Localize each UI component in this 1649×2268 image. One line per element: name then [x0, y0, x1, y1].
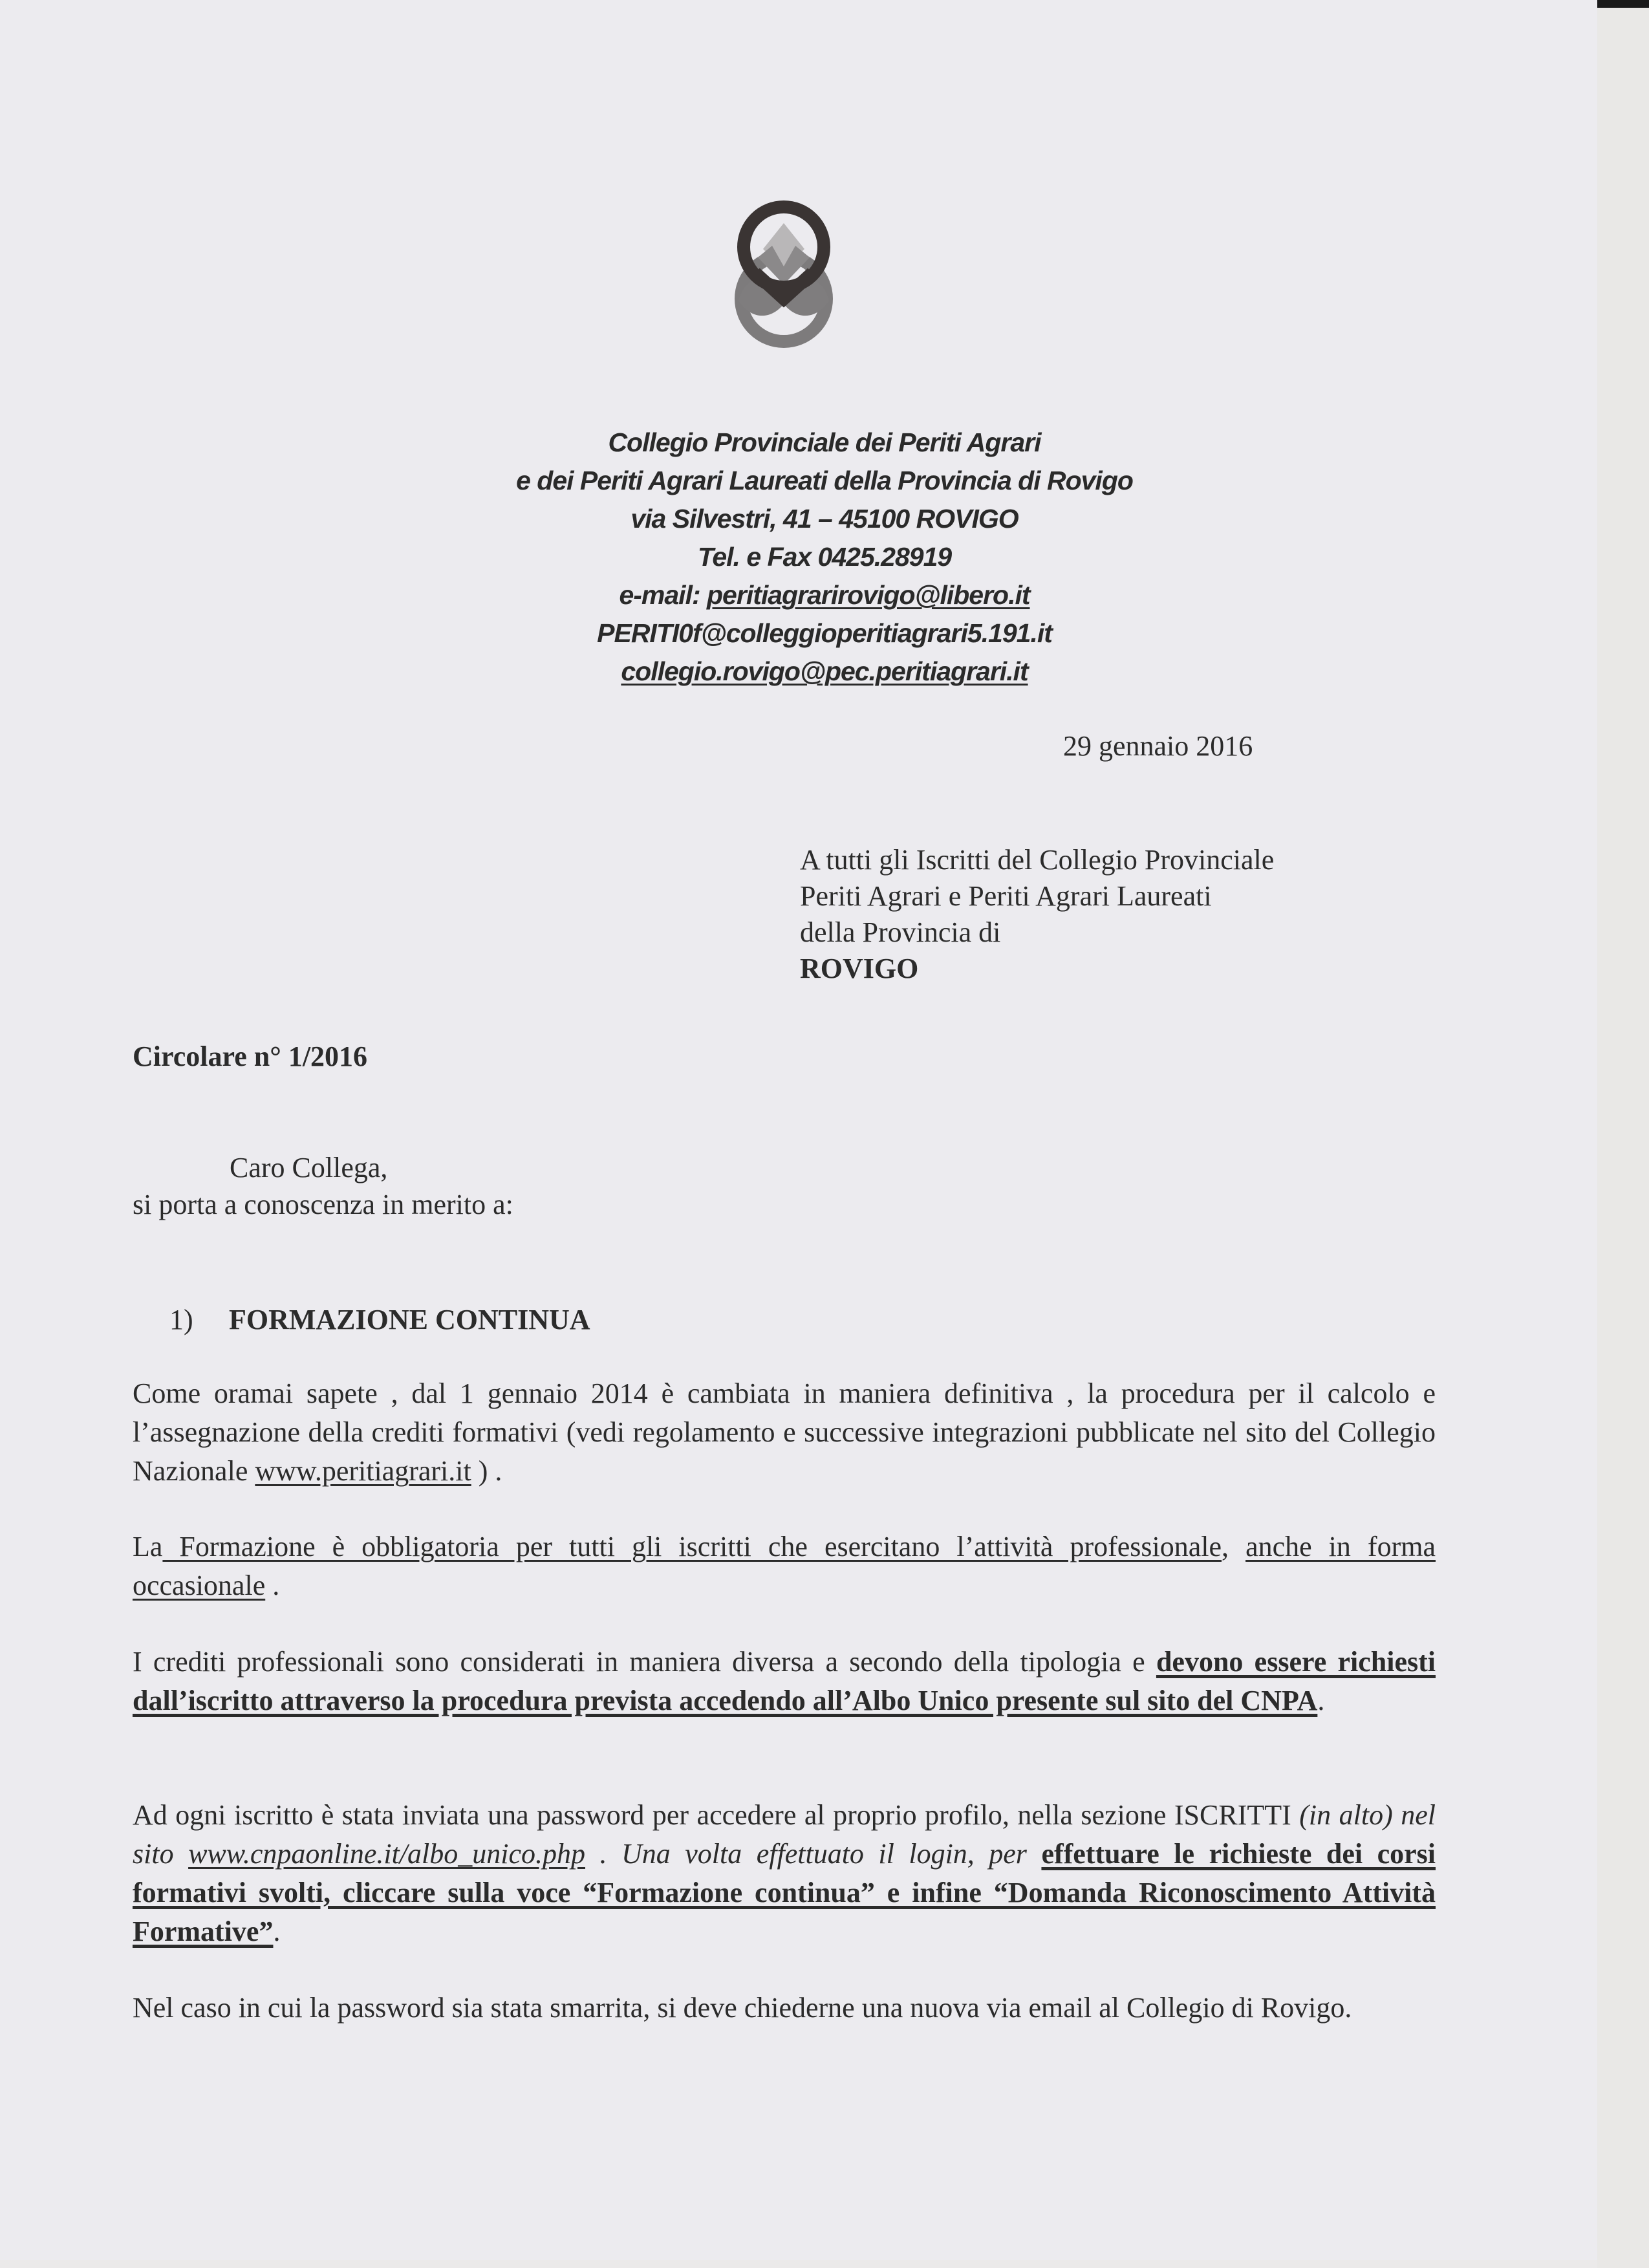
paragraph-text: I crediti professionali sono considerati in maniera diversa a secondo della tipologia e [133, 1646, 1156, 1678]
underlined-text: Formazione è obbligatoria per tutti gli iscritti che esercitano l’attività professionale [162, 1531, 1222, 1562]
scanner-edge [1597, 0, 1649, 8]
letterhead-org-name: Collegio Provinciale dei Periti Agrari [608, 427, 1041, 457]
italic-text: . Una volta effettuato il login, per [585, 1838, 1042, 1870]
scanner-margin [1597, 8, 1649, 2268]
paragraph-obbligatoria [133, 1528, 1436, 1605]
paragraph-text: . [1317, 1685, 1325, 1716]
section-number: 1) [169, 1304, 193, 1335]
emphasis-text: devono essere richiesti dall’iscritto attraverso la procedura prevista accedendo all’Albo Unico presente sul sito del CNPA [133, 1646, 1436, 1716]
recipient-block [800, 842, 1274, 987]
paragraph-formazione-intro [133, 1374, 1436, 1491]
letterhead-address: via Silvestri, 41 – 45100 ROVIGO [630, 504, 1018, 534]
email-label: e-mail: [619, 580, 707, 610]
paragraph-smarrita: Nel caso in cui la password sia stata smarrita, si deve chiederne una nuova via email al Collegio di Rovigo. [133, 1992, 1352, 2024]
paragraph-password [133, 1796, 1436, 1951]
paragraph-text: . [273, 1916, 281, 1947]
link-cnpaonline[interactable]: www.cnpaonline.it/albo_unico.php [188, 1838, 586, 1870]
recipient-line: A tutti gli Iscritti del Collegio Provinciale [800, 844, 1275, 876]
link-peritiagrari[interactable]: www.peritiagrari.it [255, 1455, 471, 1487]
italic-text: (in alto) nel sito [133, 1799, 1436, 1870]
underlined-text: anche in forma occasionale [133, 1531, 1436, 1601]
letterhead [0, 424, 1649, 691]
email-link-libero[interactable]: peritiagrarirovigo@libero.it [707, 580, 1030, 610]
section-heading [169, 1303, 590, 1336]
email-secondary: PERITI0f@colleggioperitiagrari5.191.it [597, 618, 1052, 648]
paragraph-text: , [1222, 1531, 1246, 1562]
salutation: Caro Collega, [230, 1152, 388, 1183]
letterhead-org-subtitle: e dei Periti Agrari Laureati della Provincia di Rovigo [516, 466, 1133, 495]
paragraph-text: . [265, 1570, 280, 1601]
recipient-line: della Provincia di [800, 916, 1001, 948]
paragraph-text: ) . [471, 1455, 502, 1487]
recipient-line: Periti Agrari e Periti Agrari Laureati [800, 880, 1212, 912]
section-title: FORMAZIONE CONTINUA [229, 1304, 590, 1335]
greeting [133, 1149, 513, 1223]
letterhead-email-row [0, 576, 1649, 614]
recipient-city: ROVIGO [800, 953, 919, 984]
email-link-pec[interactable]: collegio.rovigo@pec.peritiagrari.it [621, 656, 1028, 686]
emphasis-text: effettuare le richieste dei corsi formativi svolti, cliccare sulla voce “Formazione continua” e infine “Domanda Riconoscimento Attività Formative” [133, 1838, 1436, 1947]
circular-number: Circolare n° 1/2016 [133, 1041, 368, 1072]
collegio-logo-icon [719, 188, 848, 349]
paragraph-text: Come oramai sapete , dal 1 gennaio 2014 è cambiata in maniera definitiva , la procedura per il calcolo e l’assegnazione della crediti formativi (vedi regolamento e successive integrazioni pubblicate nel sito del Collegio Nazionale [133, 1377, 1436, 1487]
intro-line: si porta a conoscenza in merito a: [133, 1189, 513, 1220]
letter-date: 29 gennaio 2016 [1063, 730, 1253, 762]
paragraph-crediti [133, 1643, 1436, 1720]
paragraph-text: La [133, 1531, 163, 1562]
letterhead-phone: Tel. e Fax 0425.28919 [697, 542, 952, 572]
paragraph-text: Ad ogni iscritto è stata inviata una password per accedere al proprio profilo, nella sezione ISCRITTI [133, 1799, 1300, 1831]
